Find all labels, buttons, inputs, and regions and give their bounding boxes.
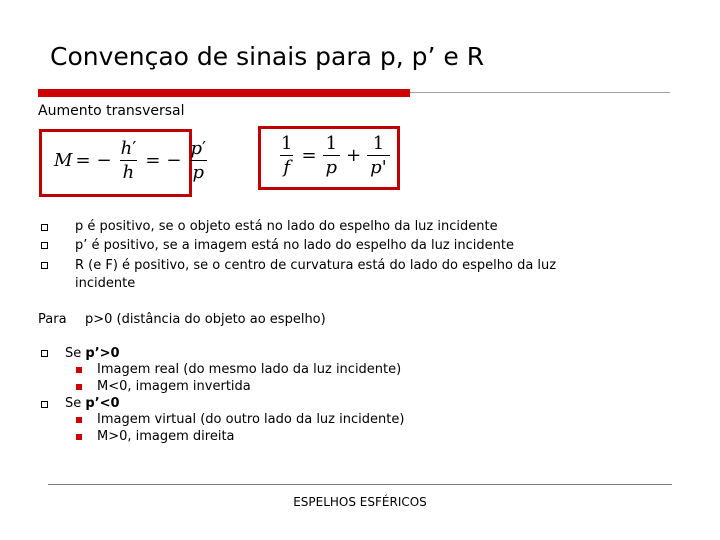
case-heading-1 — [65, 345, 120, 362]
rule-text-3-cont: incidente — [75, 276, 136, 291]
case-prefix-2: Se — [65, 396, 86, 411]
eq-prime-2: ′ — [202, 138, 207, 159]
title-accent-bar — [38, 89, 410, 97]
section-subtitle: Aumento transversal — [38, 103, 185, 119]
fraction-h — [118, 138, 140, 183]
magnification-equation-box — [39, 129, 207, 197]
eq-h: h — [120, 160, 138, 183]
eq-minus-2: − — [166, 150, 182, 171]
eq-minus: − — [96, 150, 112, 171]
eq-symbol-M: M — [54, 150, 73, 171]
eq-prime: ′ — [132, 138, 137, 159]
slide-footer: ESPELHOS ESFÉRICOS — [293, 495, 427, 509]
rule-text-1: p é positivo, se o objeto está no lado do espelho da luz incidente — [75, 219, 498, 234]
fraction-p — [188, 138, 210, 183]
case-bullet-1 — [41, 350, 48, 357]
case-2-item-1: Imagem virtual (do outro lado da luz incidente) — [97, 412, 405, 427]
footer-divider — [48, 484, 672, 485]
sub-bullet-1b — [76, 384, 82, 390]
rule-text-2: p’ é positivo, se a imagem está no lado do espelho da luz incidente — [75, 238, 515, 253]
title-divider — [410, 92, 670, 93]
eq2-f: f — [280, 155, 293, 178]
para-label: Para — [38, 312, 67, 327]
fraction-1-pprime — [367, 133, 389, 178]
case-prefix-1: Se — [65, 346, 86, 361]
eq-h-prime: h — [120, 138, 133, 159]
case-heading-2 — [65, 395, 120, 412]
eq2-one-b: 1 — [325, 133, 338, 154]
rule-bullet-1 — [41, 224, 48, 231]
sub-bullet-2a — [76, 417, 82, 423]
case-1-item-1: Imagem real (do mesmo lado da luz incidente) — [97, 362, 402, 377]
sub-bullet-2b — [76, 434, 82, 440]
eq2-equals: = — [301, 145, 317, 166]
mirror-equation — [275, 133, 393, 178]
case-bullet-2 — [41, 401, 48, 408]
mirror-equation-box — [258, 126, 400, 190]
eq2-pprime: p — [370, 157, 382, 178]
case-condition-1: p’>0 — [85, 346, 120, 361]
sub-bullet-1a — [76, 367, 82, 373]
case-2-item-2: M>0, imagem direita — [97, 429, 235, 444]
para-text: p>0 (distância do objeto ao espelho) — [85, 312, 326, 327]
eq-equals: = — [75, 150, 91, 171]
eq-p-prime: p — [190, 138, 203, 159]
eq2-p: p — [323, 155, 341, 178]
rule-text-3: R (e F) é positivo, se o centro de curvatura está do lado do espelho da luz — [75, 258, 557, 273]
rule-bullet-2 — [41, 242, 48, 249]
eq-equals-2: = — [145, 150, 161, 171]
case-1-item-2: M<0, imagem invertida — [97, 379, 251, 394]
magnification-equation — [54, 138, 212, 183]
eq-p: p — [190, 160, 208, 183]
eq2-prime: ' — [381, 157, 387, 178]
eq2-plus: + — [346, 145, 362, 166]
fraction-1-p — [323, 133, 341, 178]
case-condition-2: p’<0 — [85, 396, 120, 411]
slide-title: Convençao de sinais para p, p’ e R — [50, 42, 485, 71]
eq2-one-c: 1 — [372, 133, 385, 154]
eq2-one-a: 1 — [281, 133, 293, 154]
fraction-1-f — [278, 133, 295, 178]
rule-bullet-3 — [41, 262, 48, 269]
